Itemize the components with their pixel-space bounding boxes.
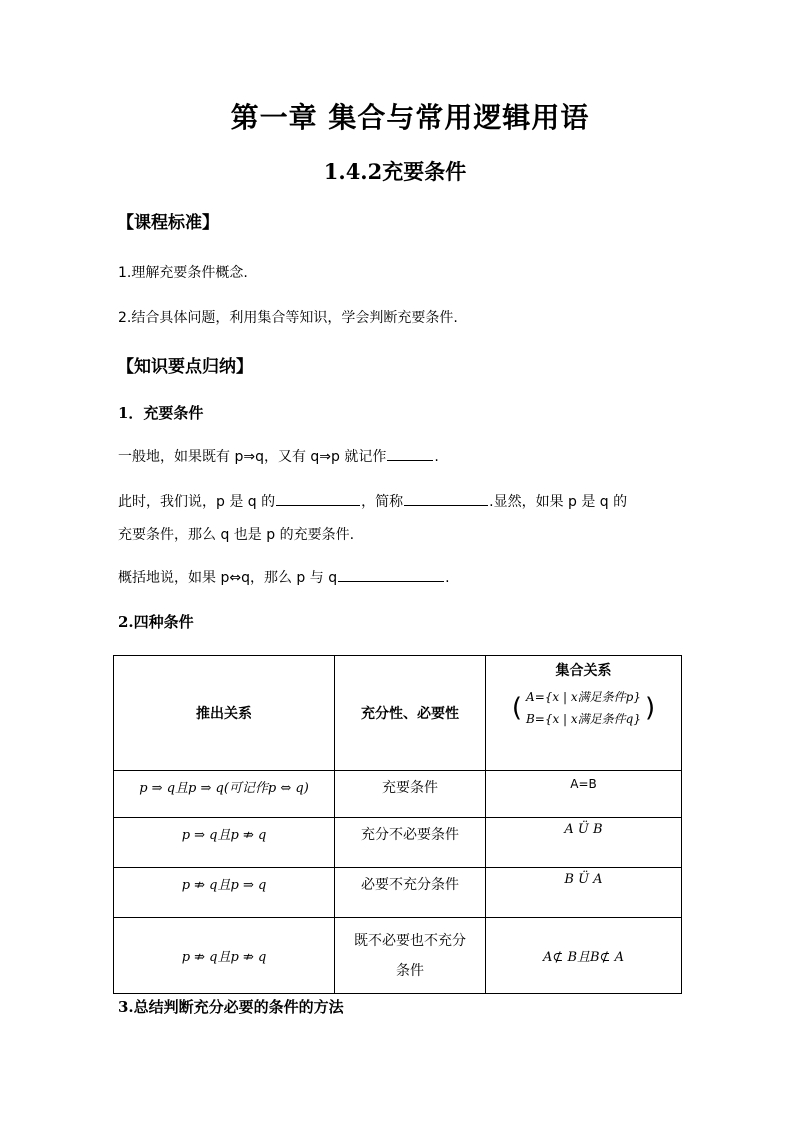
definition-line [118, 491, 627, 511]
section-title: 1.4.2充要条件 [323, 159, 467, 184]
relation-cell: p ⇏ q且p ⇏ q [114, 918, 335, 994]
condition-cell: 充分不必要条件 [335, 818, 486, 868]
subsection-title: 2.四种条件 [118, 613, 194, 631]
text-segment: ，简称 [361, 494, 404, 510]
text-segment: 概括地说，如果 p⇔q，那么 p 与 q [118, 570, 338, 586]
relation-cell: p ⇏ q且p ⇒ q [114, 868, 335, 918]
definition-line [118, 567, 450, 587]
condition-cell: 充要条件 [335, 771, 486, 818]
course-standard-heading: 【课程标准】 [117, 213, 219, 233]
header-suff-nec: 充分性、必要性 [335, 656, 486, 771]
chapter-title: 第一章 集合与常用逻辑用语 [230, 101, 590, 134]
text-segment: 一般地，如果既有 p⇒q，又有 q⇒p 就记作 [118, 449, 387, 465]
course-standard-item: 2.结合具体问题，利用集合等知识，学会判断充要条件. [118, 310, 458, 326]
relation-cell: p ⇒ q且p ⇏ q [114, 818, 335, 868]
header-relation: 推出关系 [114, 656, 335, 771]
fill-blank[interactable] [338, 580, 444, 582]
condition-line: 既不必要也不充分 [354, 932, 466, 949]
header-set-relation-cell [486, 656, 682, 771]
text-segment: . [434, 449, 439, 465]
fill-blank[interactable] [404, 504, 488, 506]
condition-cell [335, 918, 486, 994]
set-note-block [526, 686, 641, 730]
header-set-relation: 集合关系 [555, 663, 612, 679]
set-note-b: B={x | x满足条件q} [525, 712, 642, 726]
set-cell: A Ü B [486, 818, 682, 868]
set-cell: B Ü A [486, 868, 682, 918]
condition-cell: 必要不充分条件 [335, 868, 486, 918]
fill-blank[interactable] [387, 459, 433, 461]
text-segment: 此时，我们说，p 是 q 的 [118, 494, 276, 510]
knowledge-heading: 【知识要点归纳】 [117, 357, 253, 377]
set-cell: A⊄ B且B⊄ A [486, 918, 682, 994]
set-definition [486, 686, 681, 730]
subsection-title: 1．充要条件 [118, 404, 204, 422]
paren-open: ( [511, 693, 522, 723]
set-note-a: A={x | x满足条件p} [526, 690, 641, 704]
course-standard-item: 1.理解充要条件概念. [118, 265, 248, 281]
paren-close: ) [645, 693, 656, 723]
definition-line: 充要条件，那么 q 也是 p 的充要条件. [118, 527, 355, 543]
table-row [114, 818, 682, 868]
text-segment: .显然，如果 p 是 q 的 [489, 494, 628, 510]
text-segment: . [445, 570, 450, 586]
table-row [114, 868, 682, 918]
condition-line: 条件 [396, 962, 424, 979]
fill-blank[interactable] [276, 504, 360, 506]
table-row [114, 918, 682, 994]
set-cell: A=B [486, 771, 682, 818]
subsection-title: 3.总结判断充分必要的条件的方法 [118, 998, 344, 1016]
four-conditions-table [113, 655, 682, 994]
table-header-row [114, 656, 682, 771]
definition-line [118, 446, 439, 466]
relation-cell: p ⇒ q且p ⇒ q(可记作p ⇔ q) [114, 771, 335, 818]
table-row [114, 771, 682, 818]
